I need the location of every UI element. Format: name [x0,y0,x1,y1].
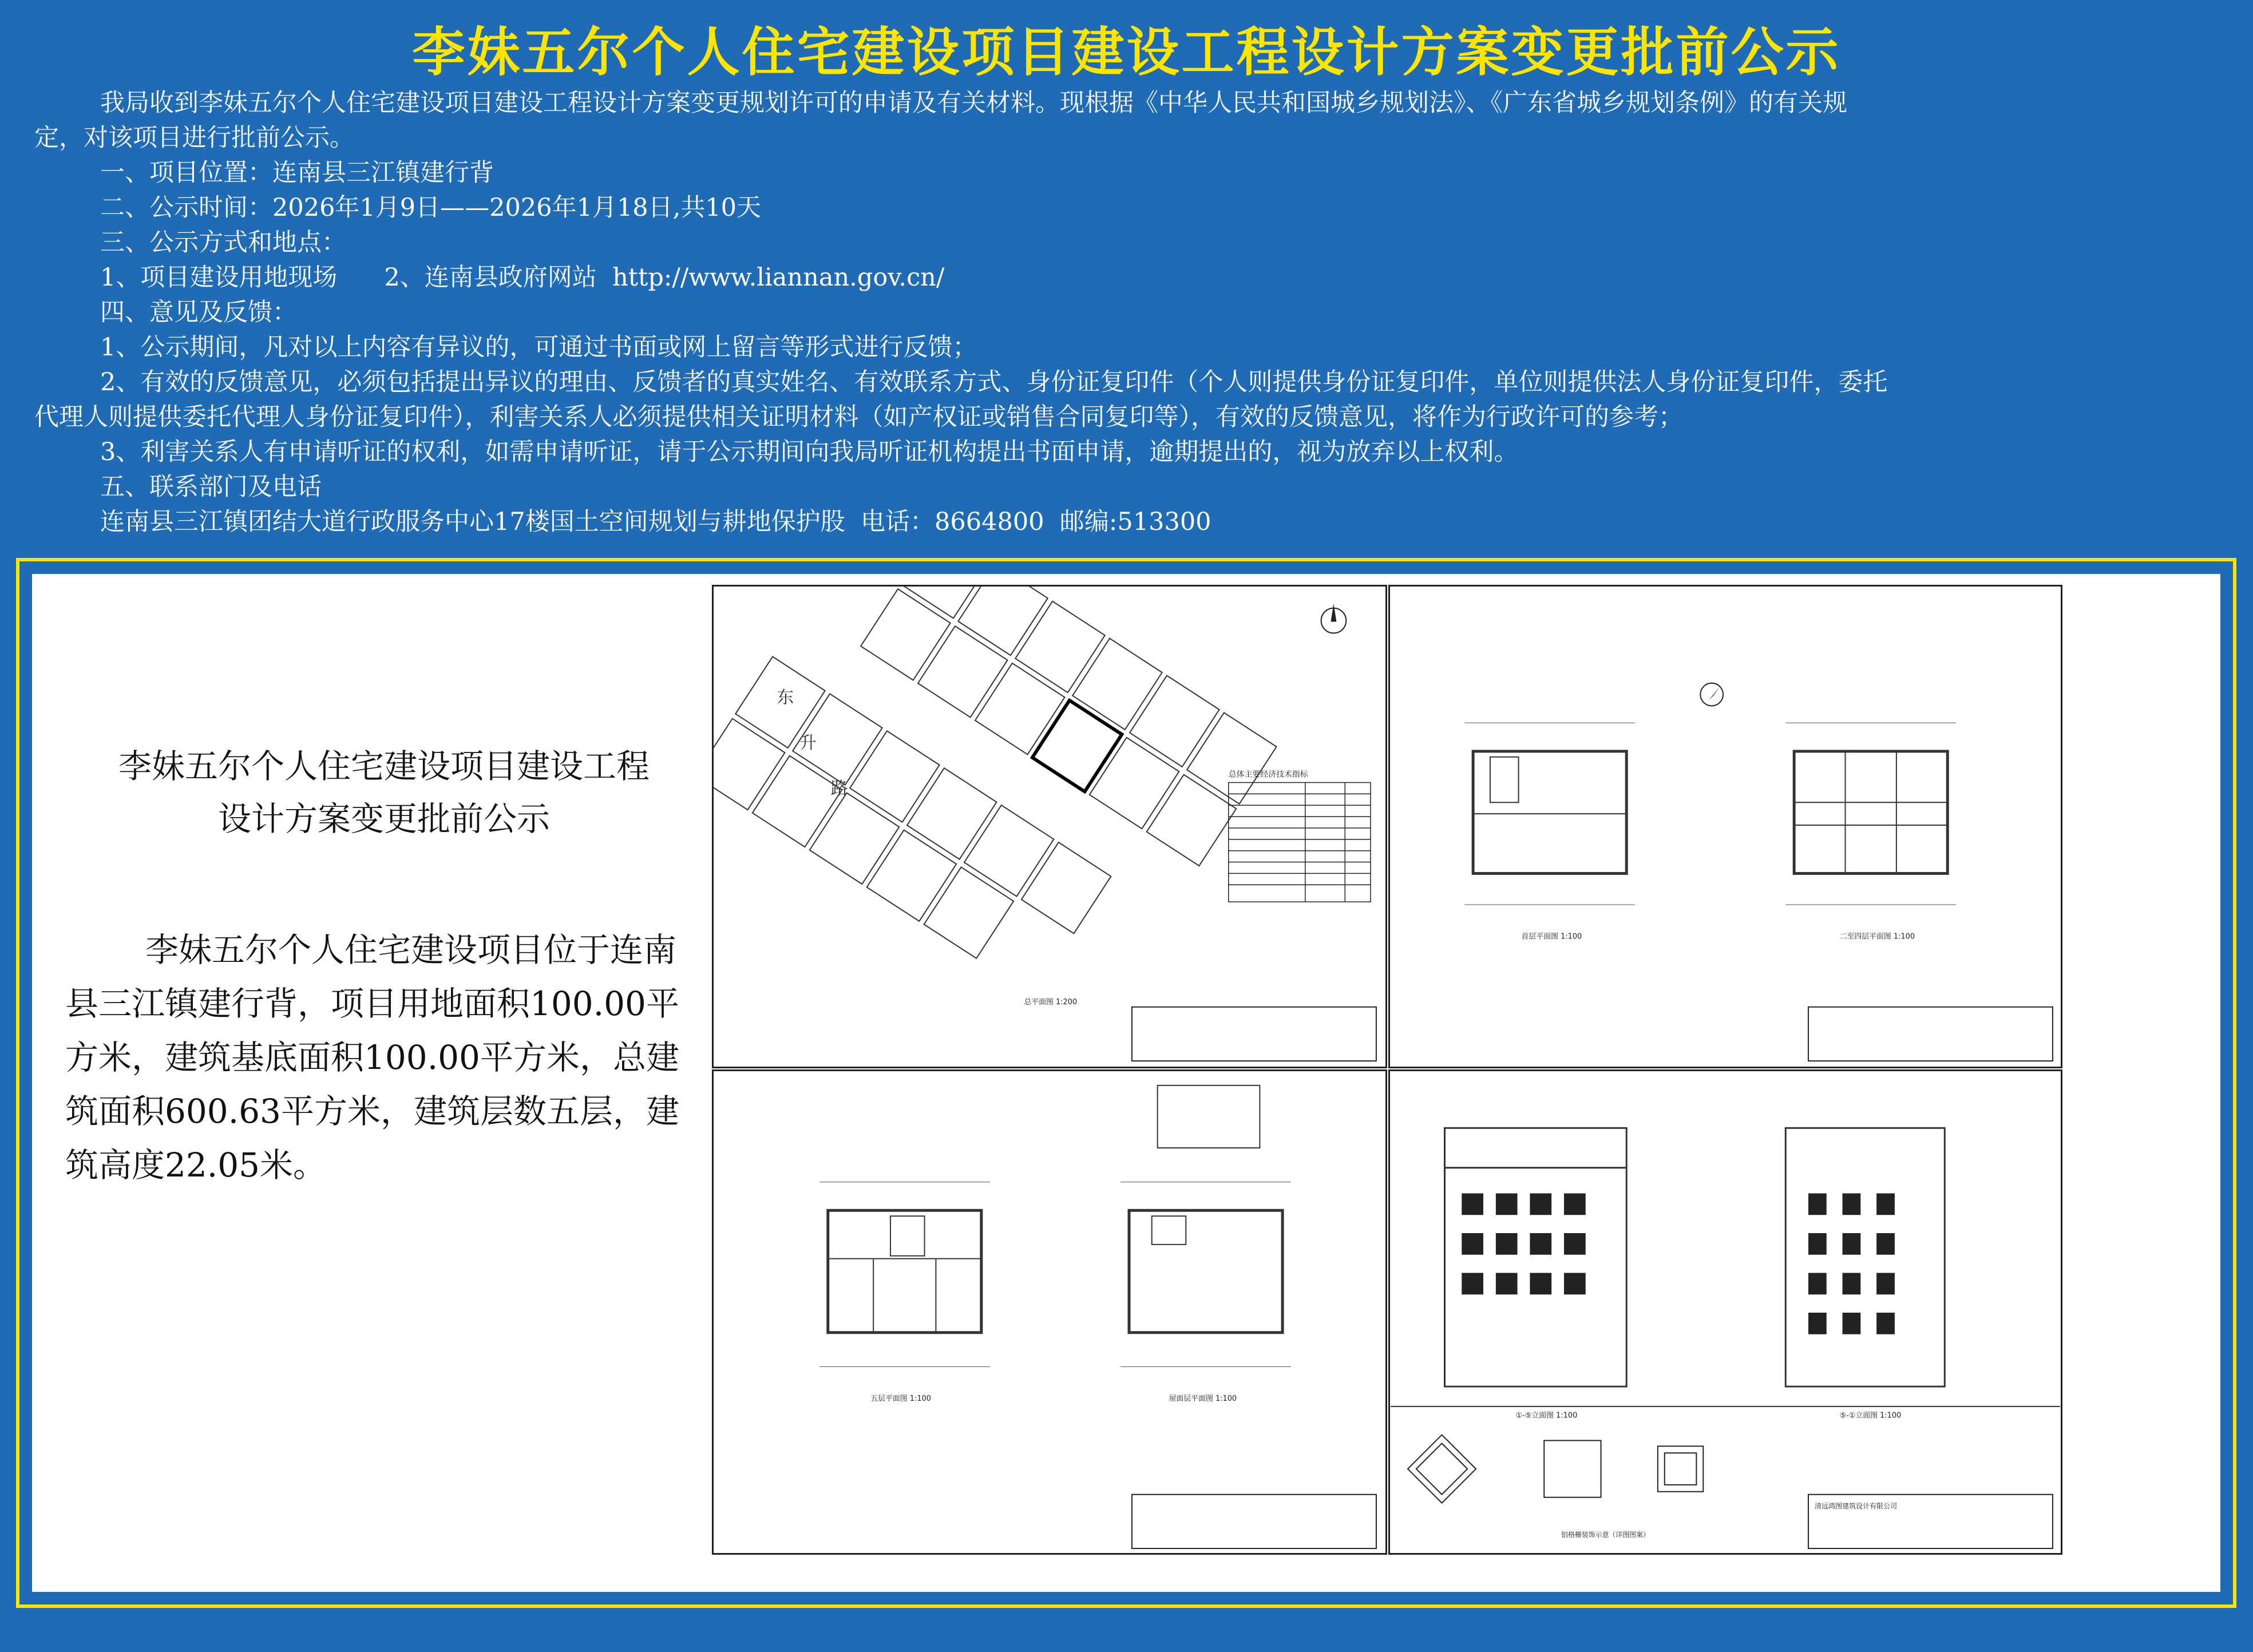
detail-label: 铝格栅装饰示意（详图图案） [1561,1531,1650,1539]
floor-plan-drawing-2 [714,1071,1385,1553]
index-table [1229,783,1371,902]
notice-item-3-detail: 1、项目建设用地现场 2、连南县政府网站 http://www.liannan.gov.cn/ [100,263,945,292]
notice-item-4: 四、意见及反馈： [100,298,297,327]
north-arrow-icon [1700,683,1723,706]
floor1-label: 首层平面图 1:100 [1521,932,1582,941]
notice-item-1: 一、项目位置：连南县三江镇建行背 [100,159,494,187]
site-plan-drawing [714,587,1385,1067]
floor2-label: 二至四层平面图 1:100 [1839,932,1915,941]
board-description [65,923,695,1192]
display-board [16,558,2236,1608]
notice-item-4-2b: 代理人则提供委托代理人身份证复印件），利害关系人必须提供相关证明材料（如产权证或销售合同复印等），有效的反馈意见，将作为行政许可的参考； [34,403,1683,431]
notice-item-3: 三、公示方式和地点： [100,228,346,257]
floor-plan-drawing-1 [1390,587,2061,1067]
project-summary: 李妹五尔个人住宅建设项目位于连南县三江镇建行背，项目用地面积100.00平方米，建筑基底面积100.00平方米，总建筑面积600.63平方米，建筑层数五层，建筑高度22.05米。 [65,930,679,1184]
north-arrow-icon [1321,604,1347,633]
road-label-2: 升 [799,732,817,753]
roof-label: 屋面层平面图 1:100 [1169,1394,1237,1403]
board-panel [32,574,2220,1592]
notice-item-4-2a: 2、有效的反馈意见，必须包括提出异议的理由、反馈者的真实姓名、有效联系方式、身份证复印件（个人则提供身份证复印件，单位则提供法人身份证复印件，委托 [100,368,1888,397]
notice-text [34,86,2226,540]
board-title-line-1: 李妹五尔个人住宅建设项目建设工程 [118,747,650,786]
notice-item-2: 二、公示时间：2026年1月9日——2026年1月18日,共10天 [100,193,762,222]
elevation-sheet [1388,1069,2062,1555]
grille-detail [1408,1435,1703,1503]
site-plan-sheet [712,585,1387,1068]
site-plan-label: 总平面图 1:200 [1024,997,1078,1007]
floor-plan-sheet-1 [1388,585,2062,1068]
elev1-label: ①-⑤立面图 1:100 [1515,1411,1578,1420]
page-title: 李妹五尔个人住宅建设项目建设工程设计方案变更批前公示 [412,22,1841,83]
notice-intro-2: 定，对该项目进行批前公示。 [34,124,354,152]
notice-intro-1: 我局收到李妹五尔个人住宅建设项目建设工程设计方案变更规划许可的申请及有关材料。现根据《中华人民共和国城乡规划法》、《广东省城乡规划条例》的有关规 [100,89,1847,117]
index-table-title: 总体主要经济技术指标 [1228,770,1308,779]
notice-item-5: 五、联系部门及电话 [100,473,322,501]
elev2-label: ⑤-①立面图 1:100 [1839,1411,1902,1420]
notice-item-4-1: 1、公示期间，凡对以上内容有异议的，可通过书面或网上留言等形式进行反馈； [100,333,977,362]
notice-item-4-3: 3、利害关系人有申请听证的权利，如需申请听证，请于公示期间向我局听证机构提出书面申请，逾期提出的，视为放弃以上权利。 [100,438,1519,466]
floor5-label: 五层平面图 1:100 [870,1394,931,1403]
floor-plan-sheet-2 [712,1069,1387,1555]
firm-name: 清远鸿图建筑设计有限公司 [1815,1502,1898,1510]
notice-contact: 连南县三江镇团结大道行政服务中心17楼国土空间规划与耕地保护股 电话：8664800 邮编:513300 [100,508,1211,536]
board-title [66,740,702,845]
road-label-3: 路 [830,778,848,799]
elevation-drawing [1390,1071,2061,1553]
road-label-1: 东 [777,687,794,708]
board-title-line-2: 设计方案变更批前公示 [217,799,550,838]
